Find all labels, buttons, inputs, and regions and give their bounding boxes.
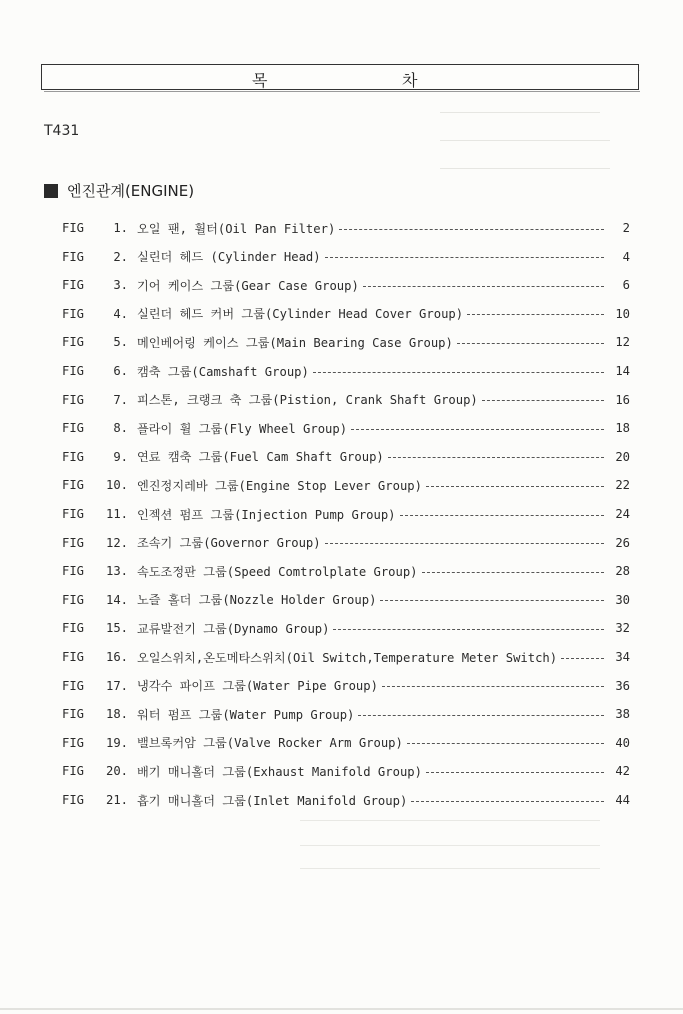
toc-fig-label: FIG (62, 507, 85, 521)
square-bullet-icon (44, 184, 58, 198)
toc-fig-number: 4. (113, 306, 128, 321)
toc-page-number: 38 (615, 707, 630, 722)
toc-row (62, 761, 630, 781)
toc-page-number: 14 (615, 364, 630, 378)
toc-row (62, 676, 630, 696)
bleed-through-mark (300, 820, 600, 822)
toc-dot-leader (363, 286, 604, 287)
toc-page-number: 24 (615, 507, 630, 521)
toc-page-number: 36 (615, 678, 630, 693)
toc-fig-label: FIG (62, 421, 85, 436)
toc-row (62, 275, 630, 295)
section-header (44, 180, 194, 201)
toc-fig-number: 7. (113, 392, 128, 407)
toc-dot-leader (333, 629, 604, 630)
toc-fig-label: FIG (62, 364, 85, 378)
toc-row (62, 390, 630, 410)
toc-entry-title: 엔진정지레바 그룹(Engine Stop Lever Group) (137, 478, 422, 493)
toc-entry-title: 배기 매니홀더 그룹(Exhaust Manifold Group) (137, 764, 422, 779)
toc-fig-label: FIG (62, 650, 85, 664)
toc-dot-leader (382, 686, 604, 687)
toc-entry-title: 캠축 그룹(Camshaft Group) (137, 364, 309, 379)
toc-dot-leader (426, 772, 604, 773)
toc-entry-title: 밸브록커암 그룹(Valve Rocker Arm Group) (137, 736, 403, 751)
toc-dot-leader (325, 257, 604, 258)
toc-fig-label: FIG (62, 478, 85, 493)
toc-fig-number: 5. (113, 335, 128, 350)
toc-fig-number: 12. (105, 535, 128, 550)
toc-fig-label: FIG (62, 535, 85, 550)
toc-fig-number: 17. (105, 678, 128, 693)
toc-entry-title: 플라이 휠 그룹(Fly Wheel Group) (137, 421, 348, 436)
toc-entry-title: 실린더 헤드 커버 그룹(Cylinder Head Cover Group) (137, 307, 464, 322)
toc-page-number: 12 (615, 335, 630, 350)
toc-row (62, 447, 630, 467)
toc-fig-number: 8. (113, 421, 128, 436)
toc-row (62, 418, 630, 438)
toc-fig-number: 1. (113, 221, 128, 235)
bleed-through-mark (300, 845, 600, 847)
toc-fig-label: FIG (62, 306, 85, 321)
toc-entry-title: 오일스위치,온도메타스위치(Oil Switch,Temperature Meter Switch) (137, 650, 558, 665)
toc-dot-leader (411, 801, 604, 802)
toc-fig-label: FIG (62, 735, 85, 750)
toc-fig-label: FIG (62, 249, 85, 264)
toc-entry-title: 노즐 홀더 그룹(Nozzle Holder Group) (137, 593, 377, 608)
bleed-through-mark (440, 140, 610, 142)
toc-dot-leader (339, 229, 604, 230)
toc-entry-title: 교류발전기 그룹(Dynamo Group) (137, 621, 330, 636)
page-title-right: 차 (402, 71, 418, 90)
toc-fig-label: FIG (62, 592, 85, 607)
toc-fig-label: FIG (62, 793, 85, 807)
toc-fig-number: 13. (105, 564, 128, 579)
toc-dot-leader (358, 715, 604, 716)
toc-entry-title: 조속기 그룹(Governor Group) (137, 536, 321, 551)
toc-dot-leader (380, 600, 604, 601)
toc-fig-label: FIG (62, 221, 85, 235)
toc-page-number: 6 (622, 278, 630, 293)
toc-fig-label: FIG (62, 449, 85, 464)
toc-page-number: 22 (615, 478, 630, 493)
title-underline (44, 91, 640, 92)
toc-fig-number: 6. (113, 364, 128, 378)
toc-entry-title: 속도조정판 그룹(Speed Comtrolplate Group) (137, 564, 418, 579)
toc-row (62, 561, 630, 581)
toc-entry-title: 냉각수 파이프 그룹(Water Pipe Group) (137, 679, 378, 694)
toc-fig-label: FIG (62, 335, 85, 350)
toc-page-number: 42 (615, 764, 630, 779)
toc-fig-number: 11. (105, 507, 128, 521)
bleed-through-mark (440, 168, 610, 170)
bleed-through-mark (300, 868, 600, 870)
toc-fig-number: 10. (105, 478, 128, 493)
title-box (41, 64, 639, 90)
toc-row (62, 247, 630, 267)
toc-entry-title: 메인베어링 케이스 그룹(Main Bearing Case Group) (137, 335, 453, 350)
toc-row (62, 704, 630, 724)
toc-fig-label: FIG (62, 621, 85, 636)
toc-dot-leader (467, 314, 604, 315)
toc-fig-label: FIG (62, 707, 85, 722)
document-code: T431 (44, 123, 80, 139)
section-title: 엔진관계(ENGINE) (67, 182, 195, 200)
toc-page-number: 44 (615, 793, 630, 807)
toc-dot-leader (457, 343, 604, 344)
toc-fig-number: 20. (105, 764, 128, 779)
toc-entry-title: 피스톤, 크랭크 축 그룹(Pistion, Crank Shaft Group) (137, 393, 478, 408)
toc-page-number: 30 (615, 592, 630, 607)
toc-page-number: 2 (622, 221, 630, 235)
toc-fig-number: 2. (113, 249, 128, 264)
toc-row (62, 504, 630, 524)
toc-fig-label: FIG (62, 564, 85, 579)
toc-dot-leader (482, 400, 604, 401)
toc-dot-leader (388, 457, 604, 458)
toc-dot-leader (400, 515, 604, 516)
toc-dot-leader (426, 486, 604, 487)
toc-entry-title: 오일 팬, 휠터(Oil Pan Filter) (137, 221, 336, 236)
toc-fig-number: 21. (105, 793, 128, 807)
toc-entry-title: 실린더 헤드 (Cylinder Head) (137, 250, 321, 265)
toc-fig-number: 19. (105, 735, 128, 750)
toc-entry-title: 흡기 매니홀더 그룹(Inlet Manifold Group) (137, 793, 408, 808)
toc-page-number: 40 (615, 735, 630, 750)
toc-fig-label: FIG (62, 392, 85, 407)
toc-dot-leader (313, 372, 604, 373)
toc-fig-number: 9. (113, 449, 128, 464)
toc-dot-leader (351, 429, 604, 430)
toc-page-number: 26 (615, 535, 630, 550)
toc-row (62, 590, 630, 610)
toc-dot-leader (325, 543, 604, 544)
toc-row (62, 475, 630, 495)
toc-page-number: 10 (615, 306, 630, 321)
page-bottom-edge (0, 1008, 683, 1010)
page-title-left: 목 (252, 71, 268, 90)
toc-row (62, 304, 630, 324)
toc-fig-label: FIG (62, 278, 85, 293)
toc-fig-number: 15. (105, 621, 128, 636)
toc-fig-label: FIG (62, 678, 85, 693)
toc-dot-leader (422, 572, 604, 573)
toc-fig-number: 3. (113, 278, 128, 293)
toc-row (62, 790, 630, 810)
toc-entry-title: 워터 펌프 그룹(Water Pump Group) (137, 707, 355, 722)
toc-page-number: 16 (615, 392, 630, 407)
toc-fig-number: 16. (105, 650, 128, 664)
toc-fig-number: 14. (105, 592, 128, 607)
toc-entry-title: 연료 캠축 그룹(Fuel Cam Shaft Group) (137, 450, 384, 465)
toc-page-number: 20 (615, 449, 630, 464)
toc-page-number: 28 (615, 564, 630, 579)
toc-entry-title: 인젝션 펌프 그룹(Injection Pump Group) (137, 507, 396, 522)
toc-entry-title: 기어 케이스 그룹(Gear Case Group) (137, 278, 359, 293)
toc-row (62, 618, 630, 638)
toc-row (62, 332, 630, 352)
toc-dot-leader (407, 743, 604, 744)
toc-row (62, 533, 630, 553)
toc-row (62, 733, 630, 753)
toc-page-number: 32 (615, 621, 630, 636)
toc-dot-leader (561, 658, 604, 659)
toc-fig-number: 18. (105, 707, 128, 722)
toc-page-number: 4 (622, 249, 630, 264)
toc-row (62, 647, 630, 667)
toc-row (62, 361, 630, 381)
toc-page-number: 34 (615, 650, 630, 664)
toc-row (62, 218, 630, 238)
toc-fig-label: FIG (62, 764, 85, 779)
bleed-through-mark (440, 112, 600, 114)
toc-page-number: 18 (615, 421, 630, 436)
